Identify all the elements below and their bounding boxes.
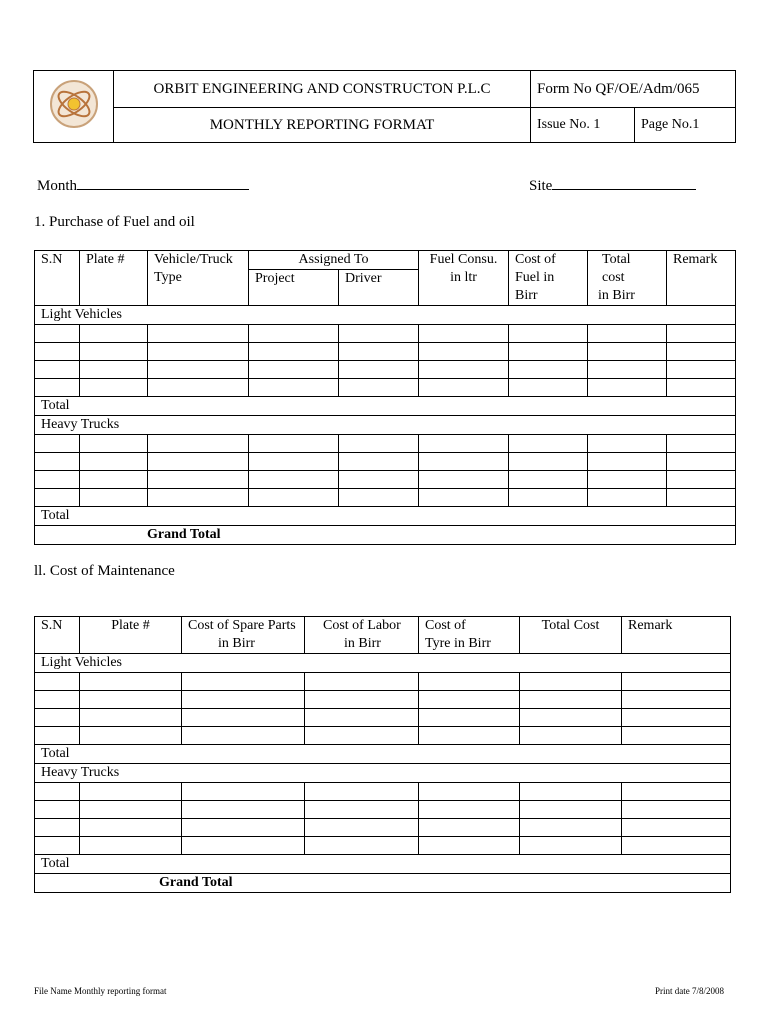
light-vehicles-label: Light Vehicles bbox=[35, 654, 731, 673]
site-label: Site bbox=[529, 178, 553, 194]
maint-light-rows bbox=[35, 673, 731, 745]
table-row bbox=[35, 801, 731, 819]
month-label: Month bbox=[37, 178, 78, 194]
table-row bbox=[35, 343, 736, 361]
col-labor: Cost of Labor in Birr bbox=[305, 617, 419, 654]
col-plate: Plate # bbox=[80, 617, 182, 654]
page-number: Page No.1 bbox=[635, 108, 736, 143]
table-row bbox=[35, 435, 736, 453]
table-row bbox=[35, 379, 736, 397]
grand-total-label: Grand Total bbox=[35, 874, 731, 893]
col-remark: Remark bbox=[622, 617, 731, 654]
col-assigned-to: Assigned To bbox=[249, 251, 419, 270]
col-tyre: Cost of Tyre in Birr bbox=[419, 617, 520, 654]
heavy-trucks-label: Heavy Trucks bbox=[35, 764, 731, 783]
table-row bbox=[35, 325, 736, 343]
fuel-table bbox=[34, 250, 736, 545]
heavy-total-label: Total bbox=[35, 507, 736, 526]
header-table bbox=[33, 70, 736, 143]
light-total-label: Total bbox=[35, 397, 736, 416]
table-row bbox=[35, 691, 731, 709]
month-field bbox=[37, 178, 249, 195]
table-row bbox=[35, 819, 731, 837]
form-title: MONTHLY REPORTING FORMAT bbox=[114, 108, 531, 143]
col-plate: Plate # bbox=[80, 251, 148, 306]
grand-total-label: Grand Total bbox=[35, 526, 736, 545]
col-sn: S.N bbox=[35, 251, 80, 306]
maintenance-table bbox=[34, 616, 731, 893]
fuel-heavy-rows bbox=[35, 435, 736, 507]
col-project: Project bbox=[249, 270, 339, 306]
col-total-cost: Total Cost bbox=[520, 617, 622, 654]
table-row bbox=[35, 783, 731, 801]
company-name: ORBIT ENGINEERING AND CONSTRUCTON P.L.C bbox=[114, 71, 531, 108]
col-remark: Remark bbox=[667, 251, 736, 306]
col-sn: S.N bbox=[35, 617, 80, 654]
col-fuel-consumption: Fuel Consu. in ltr bbox=[419, 251, 509, 306]
table-row bbox=[35, 361, 736, 379]
issue-number: Issue No. 1 bbox=[531, 108, 635, 143]
company-logo bbox=[34, 71, 114, 143]
maint-heavy-rows bbox=[35, 783, 731, 855]
table-row bbox=[35, 489, 736, 507]
fuel-light-rows bbox=[35, 325, 736, 397]
table-row bbox=[35, 471, 736, 489]
light-vehicles-label: Light Vehicles bbox=[35, 306, 736, 325]
table-row bbox=[35, 727, 731, 745]
heavy-trucks-label: Heavy Trucks bbox=[35, 416, 736, 435]
logo-icon bbox=[49, 79, 99, 129]
table-row bbox=[35, 453, 736, 471]
col-total-cost: Total cost in Birr bbox=[588, 251, 667, 306]
month-input-line[interactable] bbox=[77, 189, 249, 190]
table-row bbox=[35, 837, 731, 855]
file-name: File Name Monthly reporting format bbox=[34, 986, 167, 996]
col-cost-of-fuel: Cost of Fuel in Birr bbox=[509, 251, 588, 306]
table-row bbox=[35, 709, 731, 727]
table-row bbox=[35, 673, 731, 691]
print-date: Print date 7/8/2008 bbox=[655, 986, 724, 996]
section1-heading: 1. Purchase of Fuel and oil bbox=[34, 214, 195, 230]
heavy-total-label: Total bbox=[35, 855, 731, 874]
site-field bbox=[529, 178, 696, 195]
form-number: Form No QF/OE/Adm/065 bbox=[531, 71, 736, 108]
light-total-label: Total bbox=[35, 745, 731, 764]
site-input-line[interactable] bbox=[552, 189, 696, 190]
col-driver: Driver bbox=[339, 270, 419, 306]
col-vehicle-type: Vehicle/Truck Type bbox=[148, 251, 249, 306]
col-spare-parts: Cost of Spare Parts in Birr bbox=[182, 617, 305, 654]
section2-heading: ll. Cost of Maintenance bbox=[34, 563, 175, 579]
